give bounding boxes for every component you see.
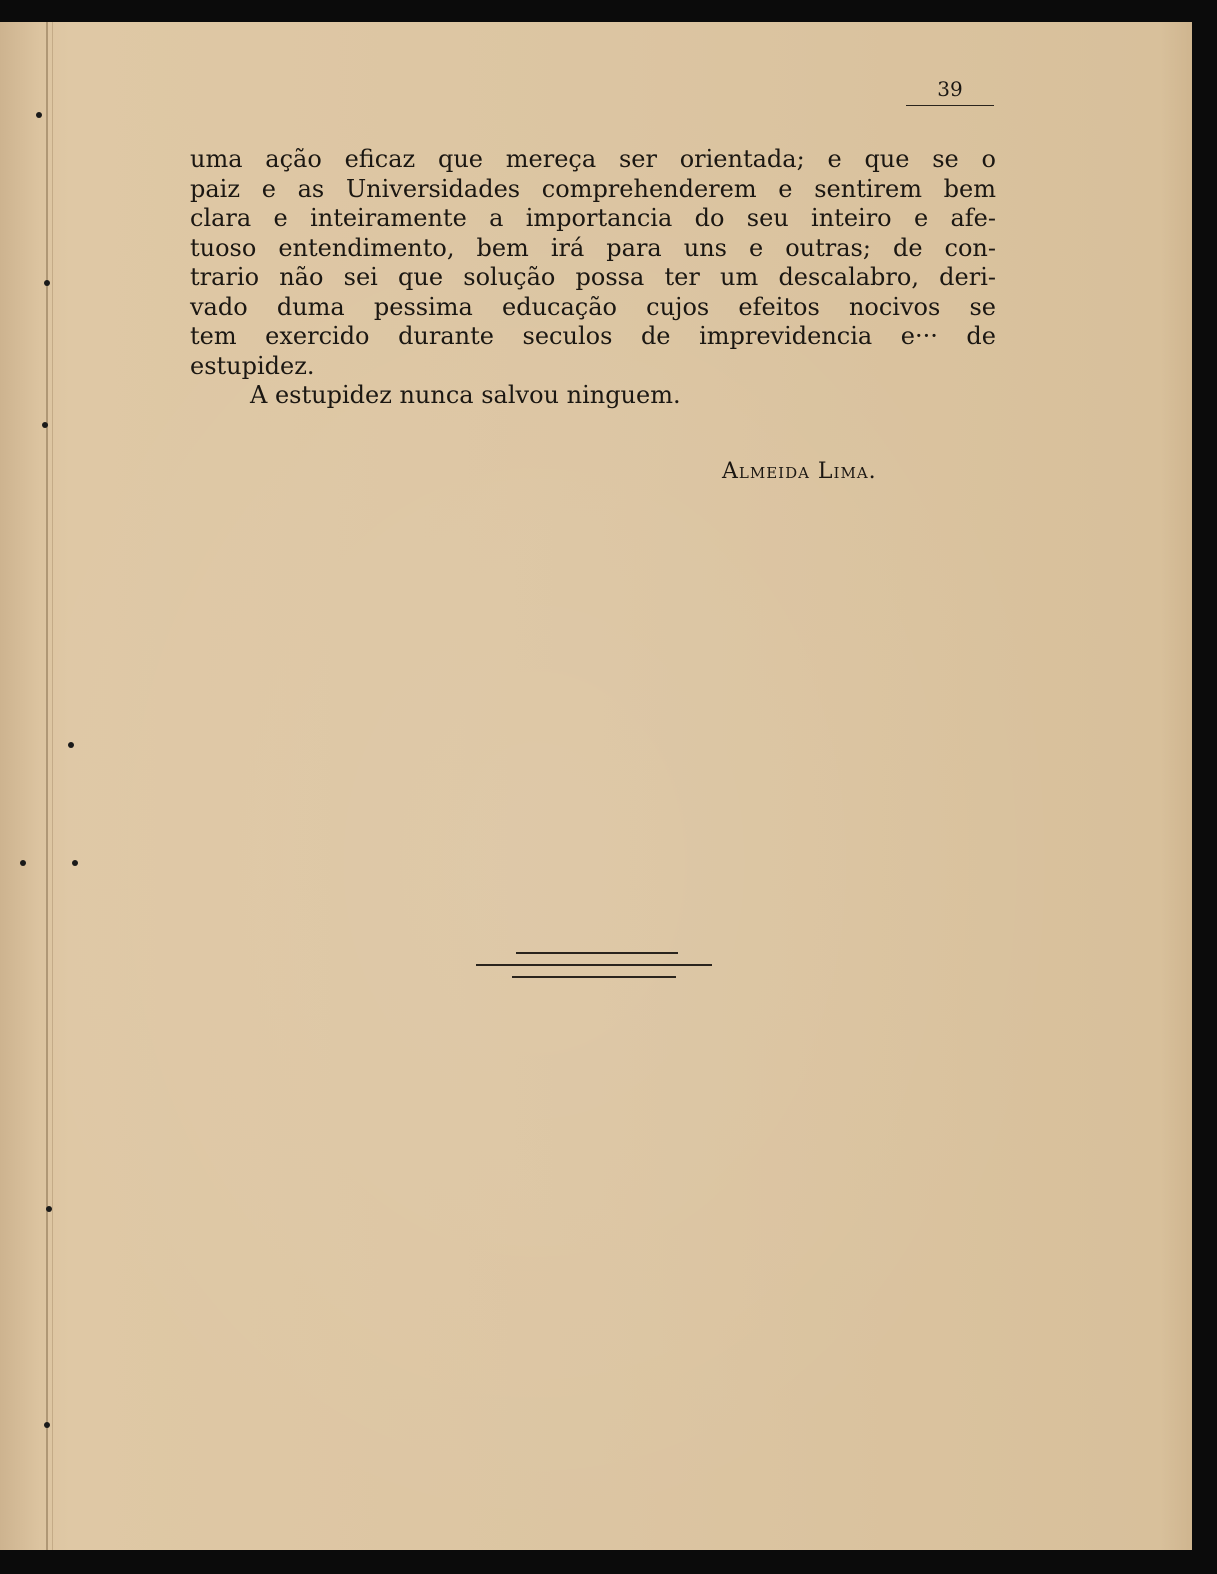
binding-hole bbox=[68, 742, 74, 748]
binding-hole bbox=[44, 280, 50, 286]
text-line: tuoso entendimento, bem irá para uns e outras; de con- bbox=[190, 233, 996, 262]
text-line: vado duma pessima educação cujos efeitos nocivos se bbox=[190, 292, 996, 321]
binding-hole bbox=[42, 422, 48, 428]
ornament-rule-bottom bbox=[512, 976, 676, 978]
binding-hole bbox=[20, 860, 26, 866]
binding-edge bbox=[46, 22, 48, 1550]
ornament-rule-top bbox=[516, 952, 678, 954]
paper-sheet bbox=[0, 22, 1192, 1550]
ornament-rule-middle bbox=[476, 964, 712, 966]
text-line: trario não sei que solução possa ter um descalabro, deri- bbox=[190, 263, 996, 291]
text-line: tem exercido durante seculos de imprevidencia e··· de bbox=[190, 322, 996, 350]
end-ornament-rules bbox=[476, 952, 712, 984]
binding-hole bbox=[44, 1422, 50, 1428]
text-line: clara e inteiramente a importancia do seu inteiro e afe- bbox=[190, 204, 996, 232]
text-line: paiz e as Universidades comprehenderem e sentirem bem bbox=[190, 174, 996, 203]
author-signature: Almeida Lima. bbox=[722, 459, 877, 484]
binding-hole bbox=[46, 1206, 52, 1212]
text-line: estupidez. bbox=[190, 351, 315, 380]
binding-hole bbox=[72, 860, 78, 866]
binding-hole bbox=[36, 112, 42, 118]
text-line: uma ação eficaz que mereça ser orientada; e que se o bbox=[190, 145, 996, 173]
body-paragraph bbox=[190, 145, 996, 411]
closing-sentence: A estupidez nunca salvou ninguem. bbox=[250, 381, 681, 409]
binding-edge-inner bbox=[52, 22, 53, 1550]
page-number: 39 bbox=[906, 77, 994, 106]
